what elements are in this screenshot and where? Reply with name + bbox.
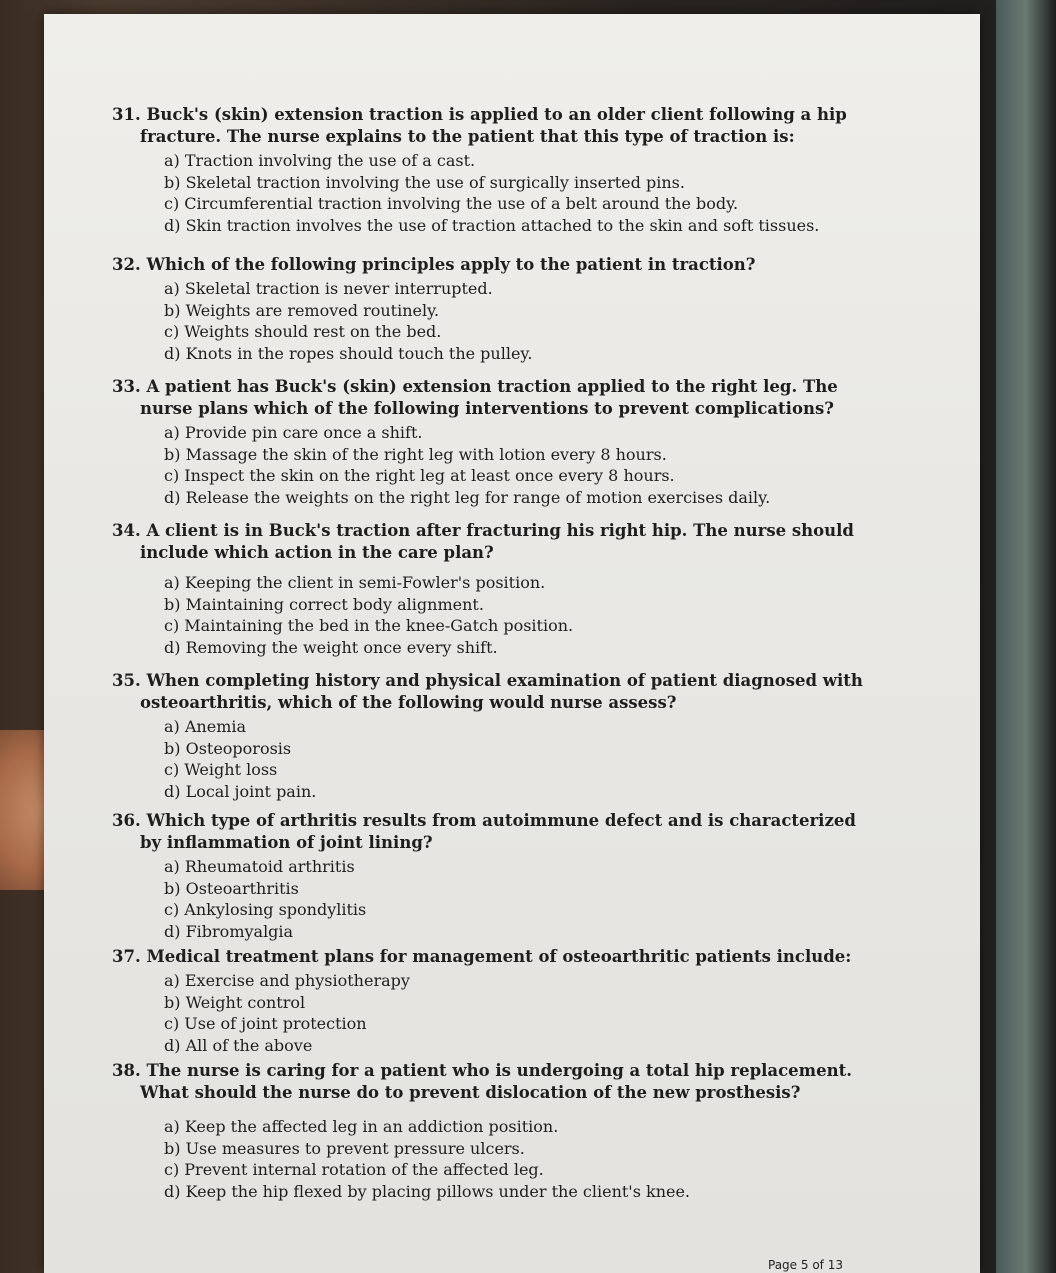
option-d: d) Removing the weight once every shift. bbox=[164, 637, 498, 657]
option-a: a) Keeping the client in semi-Fowler's position. bbox=[164, 573, 546, 592]
option-a: a) Rheumatoid arthritis bbox=[164, 857, 355, 876]
question-list bbox=[112, 104, 872, 1202]
question-34 bbox=[112, 520, 872, 658]
question-text: 34. A client is in Buck's traction after fracturing his right hip. The nurse should include which action in the care plan? bbox=[112, 521, 854, 562]
option-b: b) Use measures to prevent pressure ulcers. bbox=[164, 1138, 525, 1158]
option-list bbox=[112, 278, 872, 364]
option-list bbox=[112, 1116, 872, 1202]
option-list bbox=[112, 856, 872, 942]
option-c: c) Ankylosing spondylitis bbox=[164, 900, 367, 919]
background-surface bbox=[996, 0, 1056, 1273]
option-b: b) Weight control bbox=[164, 992, 306, 1012]
option-c: c) Weights should rest on the bed. bbox=[164, 322, 442, 341]
option-d: d) Skin traction involves the use of traction attached to the skin and soft tissues. bbox=[164, 215, 820, 235]
option-a: a) Provide pin care once a shift. bbox=[164, 423, 423, 442]
option-a: a) Exercise and physiotherapy bbox=[164, 971, 410, 990]
option-c: c) Weight loss bbox=[164, 760, 278, 779]
question-35 bbox=[112, 670, 872, 802]
option-b: b) Skeletal traction involving the use of surgically inserted pins. bbox=[164, 172, 685, 192]
question-31 bbox=[112, 104, 872, 236]
option-list bbox=[112, 970, 872, 1056]
option-list bbox=[112, 572, 872, 658]
question-37 bbox=[112, 946, 872, 1056]
option-d: d) Release the weights on the right leg for range of motion exercises daily. bbox=[164, 487, 771, 507]
question-36 bbox=[112, 810, 872, 942]
question-text: 37. Medical treatment plans for management of osteoarthritic patients include: bbox=[112, 947, 852, 966]
question-text: 35. When completing history and physical examination of patient diagnosed with osteoarthritis, which of the following would nurse assess? bbox=[112, 671, 863, 712]
page-number: Page 5 of 13 bbox=[768, 1258, 843, 1272]
question-text: 31. Buck's (skin) extension traction is applied to an older client following a hip fracture. The nurse explains to the patient that this type of traction is: bbox=[112, 105, 847, 146]
question-text: 33. A patient has Buck's (skin) extension traction applied to the right leg. The nurse plans which of the following interventions to prevent complications? bbox=[112, 377, 838, 418]
question-32 bbox=[112, 254, 872, 364]
option-b: b) Osteoarthritis bbox=[164, 878, 299, 898]
question-text: 36. Which type of arthritis results from autoimmune defect and is characterized by inflammation of joint lining? bbox=[112, 811, 856, 852]
option-b: b) Weights are removed routinely. bbox=[164, 300, 440, 320]
option-a: a) Anemia bbox=[164, 717, 247, 736]
option-c: c) Circumferential traction involving the use of a belt around the body. bbox=[164, 194, 739, 213]
option-d: d) All of the above bbox=[164, 1035, 313, 1055]
option-c: c) Use of joint protection bbox=[164, 1014, 367, 1033]
option-b: b) Maintaining correct body alignment. bbox=[164, 594, 484, 614]
option-d: d) Knots in the ropes should touch the pulley. bbox=[164, 343, 533, 363]
option-c: c) Maintaining the bed in the knee-Gatch position. bbox=[164, 616, 574, 635]
option-a: a) Traction involving the use of a cast. bbox=[164, 151, 476, 170]
option-list bbox=[112, 150, 872, 236]
option-a: a) Skeletal traction is never interrupted. bbox=[164, 279, 493, 298]
question-text: 32. Which of the following principles apply to the patient in traction? bbox=[112, 255, 756, 274]
option-d: d) Keep the hip flexed by placing pillows under the client's knee. bbox=[164, 1181, 691, 1201]
option-list bbox=[112, 422, 872, 508]
option-b: b) Massage the skin of the right leg with lotion every 8 hours. bbox=[164, 444, 667, 464]
option-d: d) Local joint pain. bbox=[164, 781, 317, 801]
option-c: c) Prevent internal rotation of the affected leg. bbox=[164, 1160, 544, 1179]
question-33 bbox=[112, 376, 872, 508]
option-d: d) Fibromyalgia bbox=[164, 921, 294, 941]
question-38 bbox=[112, 1060, 872, 1202]
option-a: a) Keep the affected leg in an addiction position. bbox=[164, 1117, 559, 1136]
option-b: b) Osteoporosis bbox=[164, 738, 292, 758]
option-list bbox=[112, 716, 872, 802]
option-c: c) Inspect the skin on the right leg at least once every 8 hours. bbox=[164, 466, 675, 485]
question-text: 38. The nurse is caring for a patient who is undergoing a total hip replacement. What should the nurse do to prevent dislocation of the new prosthesis? bbox=[112, 1061, 852, 1102]
